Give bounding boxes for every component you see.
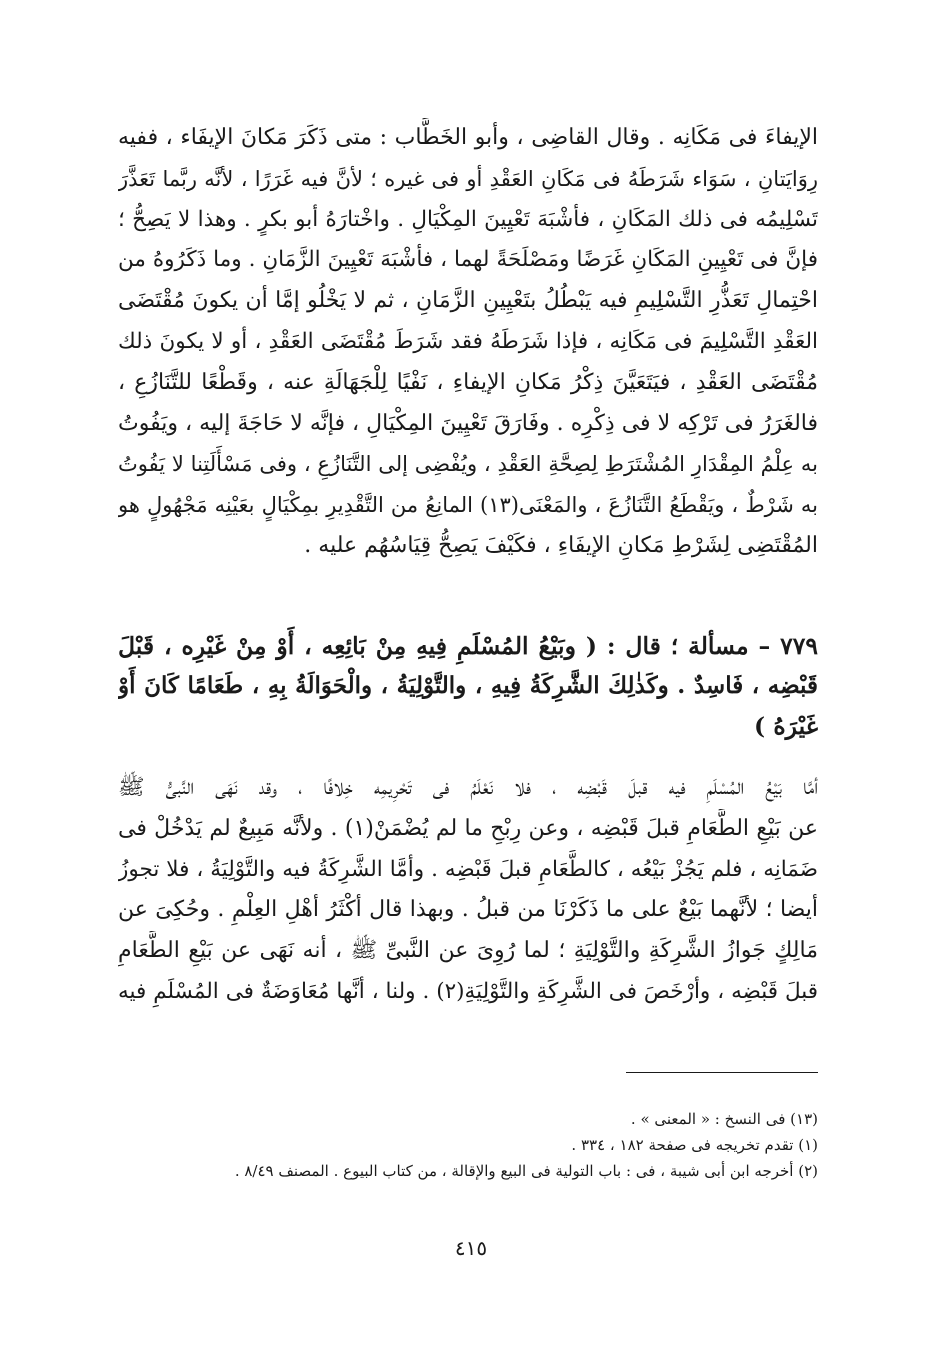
text-line: مَالِكٍ جَوازُ الشَّرِكَةِ والتَّوْلِيَةِ ؛ لما رُوِىَ عن النَّبىِّ ﷺ ، أنه نَهَى عن بَيْعِ الطَّعَامِ [118, 938, 818, 964]
text-line: احْتِمالِ تَعَذُّرِ التَّسْلِيمِ فيه يَبْطُلُ بتَعْيِينِ الزَّمَانِ ، ثم لا يَخْلُو إمَّا أن يكونَ مُقْتَضَى [118, 288, 818, 314]
text-line: أيضا ؛ لأنَّهما بَيْعٌ على ما ذَكَرْنَا من قبلُ . وبهذا قال أكْثَرُ أهْلِ العِلْمِ . وحُكِىَ عن [118, 897, 818, 923]
page-number: ٤١٥ [454, 1236, 488, 1260]
text-line: قبلَ قَبْضِه ، وأرْخَصَ فى الشَّرِكَةِ والتَّوْلِيَةِ(٢) . ولنا ، أنَّها مُعَاوَضَةٌ فى المُسْلَمِ فيه [118, 978, 818, 1004]
heading-line: غَيْرَهُ ) [754, 712, 818, 740]
heading-line: قَبْضِه ، فَاسِدٌ . وكَذٰلِكَ الشَّرِكَةُ فِيهِ ، والتَّوْلِيَةُ ، والْحَوَالَةُ بِهِ ، طَعَامًا كَانَ أَوْ [118, 672, 818, 699]
text-line: عن بَيْعِ الطَّعَامِ قبلَ قَبْضِه ، وعن رِبْحِ ما لم يُضْمَنْ(١) . ولأنَّه مَبِيعٌ لم يَدْخُلْ فى [118, 815, 818, 841]
text-paragraph-commentary [118, 768, 818, 1013]
text-line: الإيفاءَ فى مَكَانِه . وقال القاضِى ، وأبو الخَطَّاب : متى ذَكَرَ مَكانَ الإيفَاء ، ففيه [118, 125, 818, 150]
text-line: مُقْتَضَى العَقْدِ ، فيَتَعَيَّنَ ذِكْرُ مَكانِ الإيفاءِ ، نَفْيًا لِلْجَهَالَةِ عنه ، وقَطْعًا للتَّنَازُعِ ، [118, 369, 818, 395]
text-paragraph-condition-place-of-delivery [118, 118, 818, 567]
text-line: فالغَرَرُ فى تَرْكِه لا فى ذِكْرِه . وفَارَقَ تَعْيِينَ المِكْيَالِ ، فإنَّه لا حَاجَةَ إليه ، ويَفُوتُ [118, 410, 818, 436]
heading-line: ٧٧٩ – مسألة ؛ قال : ( وبَيْعُ المُسْلَمِ فِيهِ مِنْ بَائِعِه ، أَوْ مِنْ غَيْرِه ، قَبْلَ [118, 632, 818, 660]
text-line: به عِلْمُ المِقْدَارِ المُشْتَرَطِ لِصِحَّةِ العَقْدِ ، ويُفْضِى إلى التَّنَازُعِ ، وفى مَسْأَلَتِنا لا يَفُوتُ [118, 452, 818, 477]
text-line: تَسْلِيمُه فى ذلك المَكَانِ ، فأشْبَهَ تَعْيِينَ المِكْيَالِ . واخْتارَهُ أبو بكرٍ . وهذا لا يَصِحُّ ؛ [118, 206, 818, 232]
text-line: ضَمَانِه ، فلم يَجُزْ بَيْعُه ، كالطَّعَامِ قبلَ قَبْضِه . وأمَّا الشَّرِكَةُ فيه والتَّوْلِيَةُ ، فلا تجوزُ [118, 856, 818, 882]
text-line: فإنَّ فى تَعْيِينِ المَكَانِ غَرَضًا ومَصْلَحَةً لهما ، فأشْبَهَ تَعْيِينَ الزَّمَانِ . وما ذَكَرُوهُ من [118, 247, 818, 273]
footnote: (١٣) فى النسخ : « المعنى » . [630, 1110, 818, 1128]
text-line: العَقْدِ التَّسْلِيمَ فى مَكَانِه ، فإذا شَرَطَهُ فقد شَرَطَ مُقْتَضَى العَقْدِ ، أو لا يكونَ ذلك [118, 328, 818, 354]
footnote-separator [626, 1072, 818, 1073]
footnote: (١) تقدم تخريجه فى صفحة ١٨٢ ، ٣٣٤ . [571, 1136, 818, 1154]
text-line: به شَرْطٌ ، ويَقْطَعُ التَّنَازُعَ ، والمَعْنَى(١٣) المانِعُ من التَّقْدِيرِ بمِكْيَالٍ بعَيْنِه مَجْهُولٍ هو [118, 493, 818, 518]
text-line: رِوَايَتانِ ، سَوَاء شَرَطَهُ فى مَكَانِ العَقْدِ أو فى غيره ؛ لأنَّ فيه غَرَرًا ، لأنَّه ربَّما تَعَذَّرَ [118, 166, 818, 191]
footnotes [118, 1106, 818, 1184]
text-line: المُقْتَضِى لِشَرْطِ مَكانِ الإيفَاءِ ، فكَيْفَ يَصِحُّ قِيَاسُهُم عليه . [304, 532, 818, 558]
text-line: أمَّا بَيْعُ المُسْلَمِ فيه قبلَ قَبْضِه ، فلا نَعْلَمُ فى تَحْرِيمِه خِلافًا ، وقد نَهَى النَّبىُّ ﷺ [118, 775, 818, 800]
issue-heading-779 [118, 626, 818, 746]
footnote: (٢) أخرجه ابن أبى شيبة ، فى : باب التولية فى البيع والإقالة ، من كتاب البيوع . المصنف ٨/٤٩ . [234, 1162, 818, 1180]
